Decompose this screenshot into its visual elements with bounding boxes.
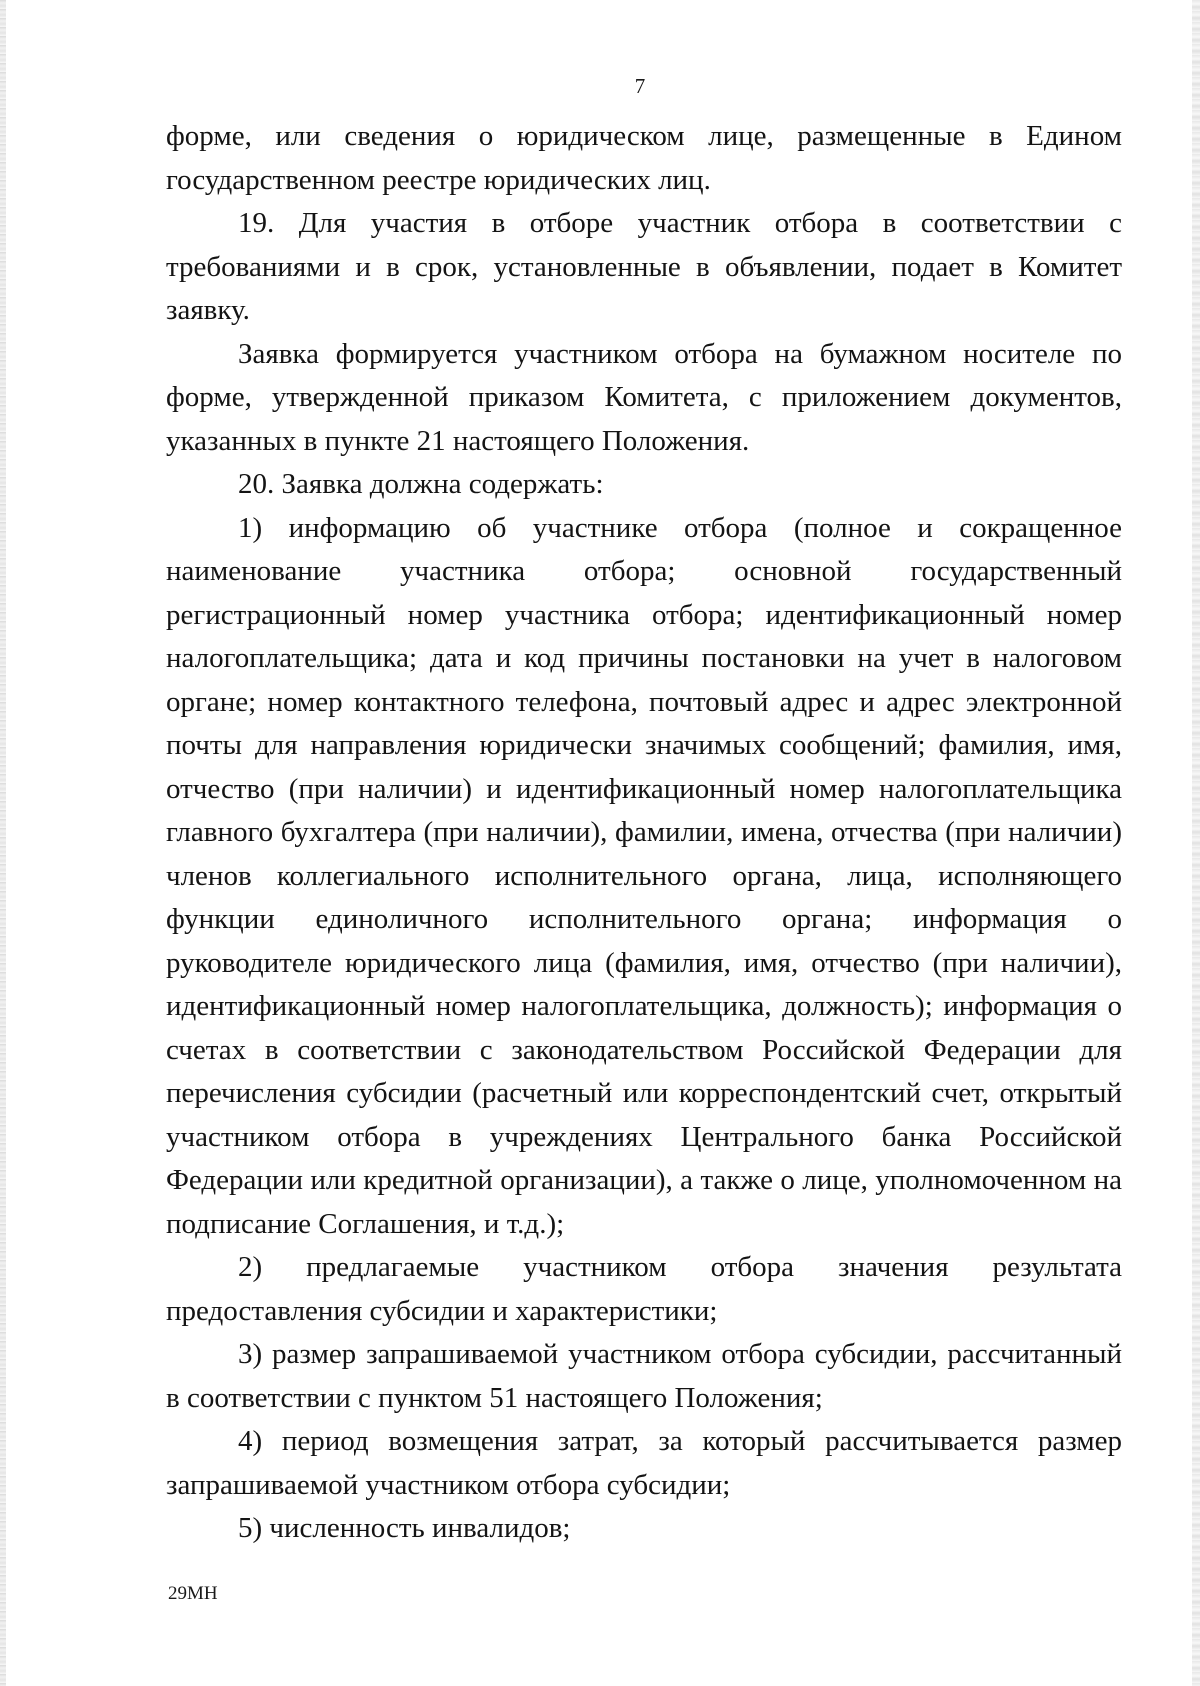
paragraph: Заявка формируется участником отбора на бумажном носителе по форме, утвержденной приказом Комитета, с приложением документов, указанных в пункте 21 настоящего Положения. — [166, 337, 1122, 457]
list-item: 3) размер запрашиваемой участником отбора субсидии, рассчитанный в соответствии с пунктом 51 настоящего Положения; — [166, 1338, 1122, 1414]
scan-edge-right — [1192, 0, 1200, 1686]
footer-code: 29МН — [168, 1583, 218, 1604]
paragraph: 19. Для участия в отборе участник отбора в соответствии с требованиями и в срок, установленные в объявлении, подает в Комитет заявку. — [166, 207, 1122, 326]
page-number: 7 — [634, 74, 646, 98]
paragraph: 20. Заявка должна содержать: — [238, 468, 604, 500]
scan-edge-left — [0, 0, 6, 1686]
list-item: 4) период возмещения затрат, за который рассчитывается размер запрашиваемой участником отбора субсидии; — [166, 1425, 1122, 1501]
list-item: 1) информацию об участнике отбора (полное и сокращенное наименование участника отбора; основной государственный регистрационный номер участника отбора; идентификационный номер налогоплательщика; дата и код причины постановки на учет в налоговом органе; номер контактного телефона, почтовый адрес и адрес электронной почты для направления юридически значимых сообщений; фамилия, имя, отчество (при наличии) и идентификационный номер налогоплательщика главного бухгалтера (при наличии), фамилии, имена, отчества (при наличии) членов коллегиального исполнительного органа, лица, исполняющего функции единоличного исполнительного органа; информация о руководителе юридического лица (фамилия, имя, отчество (при наличии), идентификационный номер налогоплательщика, должность); информация о счетах в соответствии с законодательством Российской Федерации для перечисления субсидии (расчетный или корреспондентский счет, открытый участником отбора в учреждениях Центрального банка Российской Федерации или кредитной организации), а также о лице, уполномоченном на подписание Соглашения, и т.д.); — [166, 511, 1122, 1240]
document-body — [166, 115, 1122, 1551]
paragraph: форме, или сведения о юридическом лице, размещенные в Едином государственном реестре юридических лиц. — [166, 120, 1122, 196]
list-item: 5) численность инвалидов; — [238, 1512, 571, 1544]
list-item: 2) предлагаемые участником отбора значения результата предоставления субсидии и характеристики; — [166, 1251, 1122, 1327]
